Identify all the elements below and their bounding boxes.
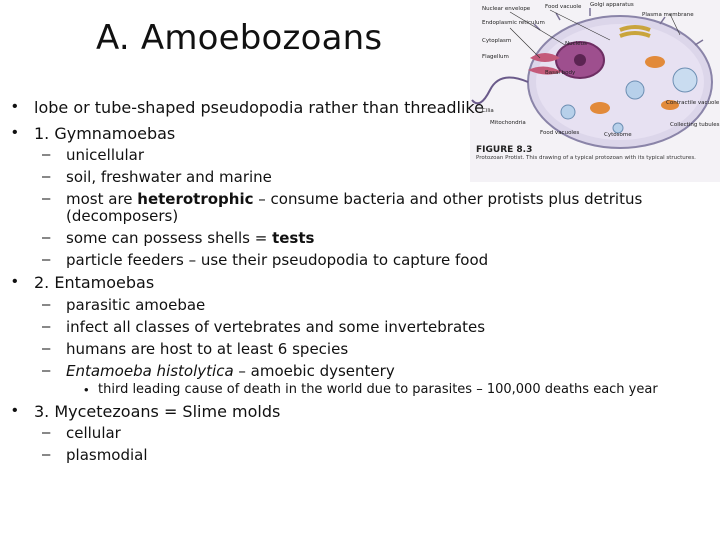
figure-label-collecting-tubules: Collecting tubules: [670, 122, 720, 128]
figure-label-cytosome: Cytosome: [604, 132, 632, 138]
sub-tests-pre: some can possess shells =: [66, 229, 273, 247]
bullet-marker: •: [12, 124, 18, 141]
dash-marker: –: [42, 424, 51, 441]
sub-unicellular: unicellular: [66, 146, 145, 164]
figure-label-food-vacuoles: Food vacuoles: [540, 130, 580, 136]
figure-label-food-vacuole: Food vacuole: [545, 4, 582, 10]
figure-caption: Protozoan Protist. This drawing of a typical protozoan with its typical structures.: [476, 155, 696, 161]
figure-label-cilia: Cilia: [482, 108, 494, 114]
bullet-marker: •: [84, 382, 89, 397]
sub-histolytica: [66, 362, 395, 380]
sub-habitat: soil, freshwater and marine: [66, 168, 272, 186]
protozoan-figure: [470, 0, 720, 182]
dash-marker: –: [42, 146, 51, 163]
figure-label-nucleus: Nucleus: [565, 41, 587, 47]
figure-label-plasma-membrane: Plasma membrane: [642, 12, 694, 18]
sub-particle-feeders: particle feeders – use their pseudopodia to capture food: [66, 251, 489, 269]
bullet-marker: •: [12, 98, 18, 115]
subsub-death-cause: third leading cause of death in the world due to parasites – 100,000 deaths each year: [98, 382, 658, 397]
protozoan-diagram: [470, 0, 720, 182]
dash-marker: –: [42, 296, 51, 313]
bullet-pseudopodia: lobe or tube-shaped pseudopodia rather than threadlike: [34, 98, 484, 117]
slide-title: A. Amoebozoans: [96, 18, 383, 58]
figure-label-er: Endoplasmic reticulum: [482, 20, 545, 26]
sub-infect: infect all classes of vertebrates and some invertebrates: [66, 318, 486, 336]
sub-heterotrophic: [66, 190, 642, 208]
sub-tests-bold: tests: [272, 229, 315, 247]
sub-histolytica-italic: Entamoeba histolytica: [66, 362, 234, 380]
bullet-marker: •: [12, 273, 18, 290]
sub-plasmodial: plasmodial: [66, 446, 148, 464]
bullet-entamoebas: 2. Entamoebas: [34, 273, 155, 292]
dash-marker: –: [42, 446, 51, 463]
sub-heterotrophic-pre: most are: [66, 190, 138, 208]
figure-label-cytoplasm: Cytoplasm: [482, 38, 512, 44]
figure-label-nuclear-envelope: Nuclear envelope: [482, 6, 531, 12]
dash-marker: –: [42, 362, 51, 379]
sub-humans: humans are host to at least 6 species: [66, 340, 349, 358]
sub-parasitic: parasitic amoebae: [66, 296, 206, 314]
dash-marker: –: [42, 168, 51, 185]
dash-marker: –: [42, 340, 51, 357]
bullet-mycetezoans: 3. Mycetezoans = Slime molds: [34, 402, 281, 421]
sub-heterotrophic-post: – consume bacteria and other protists plus detritus: [253, 190, 643, 208]
sub-cellular: cellular: [66, 424, 121, 442]
dash-marker: –: [42, 190, 51, 207]
sub-tests: [66, 229, 314, 247]
figure-label-contractile-vacuole: Contractile vacuole: [666, 100, 720, 106]
bullet-marker: •: [12, 402, 18, 419]
figure-label-mitochondria: Mitochondria: [490, 120, 526, 126]
figure-number: FIGURE 8.3: [476, 145, 533, 155]
bullet-gymnamoebas: 1. Gymnamoebas: [34, 124, 176, 143]
sub-heterotrophic-bold: heterotrophic: [137, 190, 254, 208]
dash-marker: –: [42, 229, 51, 246]
sub-heterotrophic-cont: (decomposers): [66, 207, 179, 225]
sub-histolytica-post: – amoebic dysentery: [233, 362, 395, 380]
figure-label-basal-body: Basal body: [545, 70, 576, 76]
dash-marker: –: [42, 318, 51, 335]
dash-marker: –: [42, 251, 51, 268]
figure-label-flagellum: Flagellum: [482, 54, 509, 60]
figure-label-golgi: Golgi apparatus: [590, 2, 634, 8]
